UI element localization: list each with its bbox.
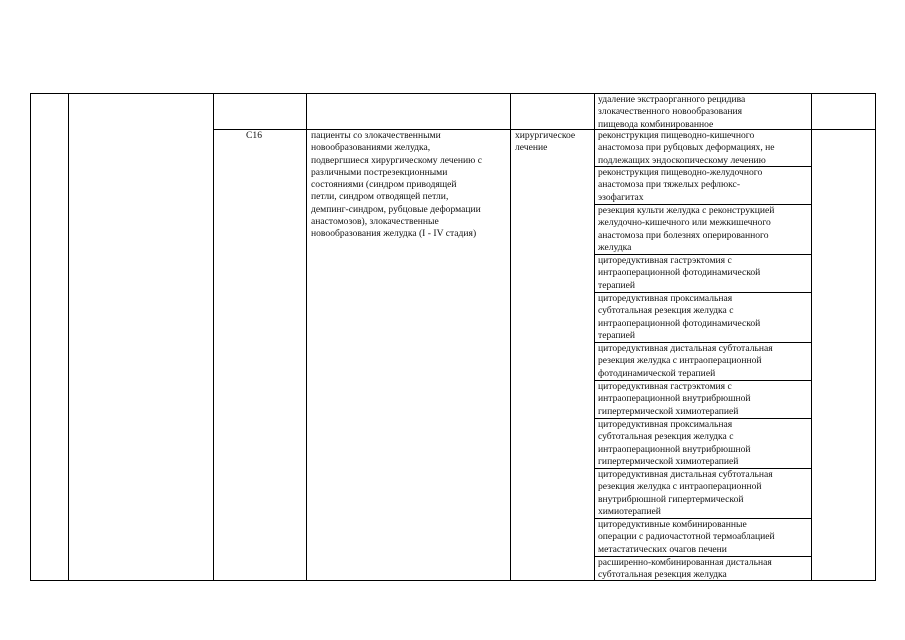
text-line: различными пострезекционными [311, 166, 448, 178]
text-line: удаление экстраорганного рецидива [598, 94, 746, 105]
text-line: злокачественного новообразования [598, 106, 743, 118]
column-divider-4 [510, 93, 511, 581]
text-line: расширенно-комбинированная дистальная [598, 557, 772, 568]
method-cell-11 [598, 557, 772, 582]
table-border-left [30, 93, 31, 581]
text-line: циторедуктивная дистальная субтотальная [598, 469, 773, 480]
method-cell-8 [598, 419, 751, 468]
method-cell-6 [598, 343, 773, 380]
text-line: анастомоза при болезнях оперированного [598, 229, 769, 241]
method-row1 [598, 94, 745, 131]
text-line: субтотальная резекция желудка [598, 569, 727, 581]
text-line: циторедуктивная гастрэктомия с [598, 381, 732, 392]
text-line: подвергшиеся хирургическому лечению с [311, 154, 482, 166]
text-line: демпинг-синдром, рубцовые деформации [311, 203, 481, 215]
text-line: желудка [598, 241, 632, 253]
text-line: метастатических очагов печени [598, 543, 727, 555]
text-line: интраоперационной фотодинамической [598, 267, 761, 279]
method-cell-4 [598, 255, 760, 292]
text-line: субтотальная резекция желудка с [598, 431, 734, 443]
text-line: операции с радиочастотной термоаблацией [598, 531, 775, 543]
text-line: терапией [598, 329, 636, 341]
text-line: пациенты со злокачественными [311, 130, 441, 141]
text-line: резекция желудка с интраоперационной [598, 355, 762, 367]
text-line: циторедуктивная проксимальная [598, 293, 733, 304]
text-line: гипертермической химиотерапией [598, 405, 739, 417]
text-line: анастомоза при тяжелых рефлюкс- [598, 179, 741, 191]
text-line: фотодинамической терапией [598, 367, 716, 379]
text-line: реконструкция пищеводно-кишечного [598, 130, 755, 141]
method-cell-5 [598, 293, 760, 342]
method-cell-9 [598, 469, 773, 518]
text-line: пищевода комбинированное [598, 118, 714, 130]
treatment-type [515, 130, 575, 155]
text-line: реконструкция пищеводно-желудочного [598, 167, 763, 178]
table-border-right [875, 93, 876, 581]
method-cell-2 [598, 167, 762, 204]
text-line: лечение [515, 142, 548, 154]
diagnosis-code: C16 [246, 130, 262, 141]
text-line: циторедуктивная гастрэктомия с [598, 255, 732, 266]
text-line: интраоперационной внутрибрюшной [598, 443, 751, 455]
text-line: анастомозов), злокачественные [311, 216, 439, 228]
text-line: новообразования желудка (I - IV стадия) [311, 228, 477, 240]
text-line: субтотальная резекция желудка с [598, 305, 734, 317]
text-line: подлежащих эндоскопическому лечению [598, 154, 766, 166]
method-cell-10 [598, 519, 775, 556]
patient-model [311, 130, 482, 241]
column-divider-2 [213, 93, 214, 581]
method-cell-3 [598, 205, 774, 254]
method-cell-1 [598, 130, 775, 167]
text-line: петли, синдром отводящей петли, [311, 191, 449, 203]
table-border-top [30, 93, 876, 94]
column-divider-1 [68, 93, 69, 581]
text-line: новообразованиями желудка, [311, 142, 431, 154]
text-line: желудочно-кишечного или межкишечного [598, 217, 771, 229]
text-line: интраоперационной внутрибрюшной [598, 393, 751, 405]
text-line: интраоперационной фотодинамической [598, 317, 761, 329]
text-line: циторедуктивная проксимальная [598, 419, 733, 430]
text-line: терапией [598, 279, 636, 291]
method-cell-7 [598, 381, 751, 418]
text-line: циторедуктивная дистальная субтотальная [598, 343, 773, 354]
text-line: хирургическое [515, 130, 576, 141]
text-line: резекция культи желудка с реконструкцией [598, 205, 775, 216]
text-line: циторедуктивные комбинированные [598, 519, 747, 530]
text-line: химиотерапией [598, 505, 661, 517]
column-divider-3 [306, 93, 307, 581]
text-line: резекция желудка с интраоперационной [598, 481, 762, 493]
text-line: гипертермической химиотерапией [598, 455, 739, 467]
text-line: состояниями (синдром приводящей [311, 179, 457, 191]
text-line: эзофагитах [598, 191, 644, 203]
text-line: внутрибрюшной гипертермической [598, 493, 744, 505]
text-line: анастомоза при рубцовых деформациях, не [598, 142, 775, 154]
